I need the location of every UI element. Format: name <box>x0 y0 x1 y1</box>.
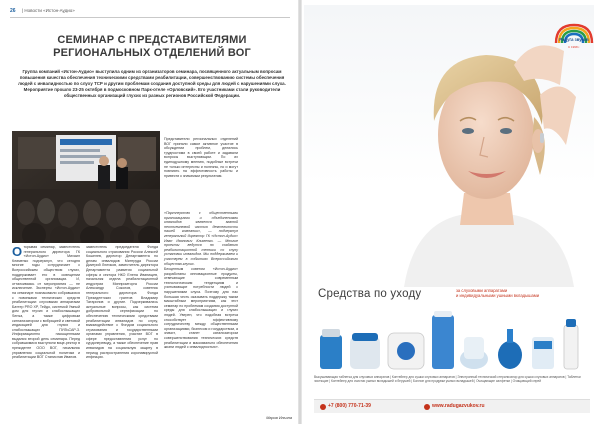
ad-subtitle-line-1: за слуховыми аппаратами <box>456 288 508 293</box>
article-column-1 <box>12 245 80 360</box>
ad-subtitle-line-2: и индивидуальными ушными вкладышами <box>456 293 540 299</box>
page-number: 26 <box>10 8 16 14</box>
product-electronic-dryer <box>388 333 424 369</box>
footer-phone[interactable]: +7 (800) 770-71-39 <box>328 403 371 409</box>
drop-cap: О <box>12 243 23 259</box>
article-quote: «Партнерство с общественными организациями и объединениями инвалидов является важной неотъемлемой частью деятельности нашей компании», — подчеркнул генеральный директор ГК «Истон-Аудио» Иван Иванович Клименко. — Многие проекты ведутся по созданию реабилитационной техники со слуху установки инвалидов. Мы поддерживаем и участвуем в событиях Всероссийского общества глухих. <box>164 211 238 266</box>
product-cleaning-wipes <box>532 337 554 369</box>
product-cleaning-tablets <box>432 311 454 369</box>
seminar-photo-illustration <box>12 131 160 243</box>
running-head: | Новости «Истон-Аудио» <box>22 8 75 13</box>
logo-subtext: С 1998 г. <box>567 45 581 49</box>
article-page <box>6 5 296 419</box>
seminar-photo <box>12 131 160 243</box>
care-products-row <box>314 307 590 377</box>
column-1-text: ткрывая семинар, заместитель генерального директора ГК «Истон-Аудио» Михаил Клименко подчеркнул, что сегодня многие годы сотрудничает с Всероссийским обществом глухих, поддерживает его в освещении общественной организации. И, отталкиваясь от мероприятия — не исключение. Эксперты «Истон-Аудио» на семинаре познакомили собравшихся с новинками технических средств реабилитации: слуховыми аппаратами Баттер PRO XP, Тейдо, системой Умный дом для глухих и слабослышащих Sensa, а также цифровым сигнализатором с вибрацией и световой индикацией для глухих и слабослышащих ПУЛЬСАР-3. Информационно насыщенными выдался второй день семинара. Перед собравшимися выступили вице-ректор в президенте ООО ВОГ, начальник управления социальной политики и реабилитации ВОГ Станислав Иванов. <box>12 245 80 360</box>
footer-website[interactable]: www.radugazvukov.ru <box>432 403 485 409</box>
ad-subtitle <box>456 288 588 299</box>
advertisement-page <box>304 5 594 419</box>
article-column-3b: Бесценным советом «Истон-Аудио» разработаны инновационные продукты, отвечающие современным технологическим тенденциям и учитывающие потребности людей с нарушениями слуха. Поэтому для нас большая честь оказывать поддержку таким масштабным мероприятиям, как этот семинар по проблемам создания доступной среды для слабослышащих и глухих людей. Уверен, что подобная встреча способствует эффективному сотрудничеству между общественными организациями, бизнесом и государством, а значит, станет катализатором совершенствования технических средств реабилитации и максимально обеспечения жизни людей с инвалидностью». <box>164 267 238 350</box>
article-column-2: заместитель председателя Фонда социального страхования России Алексей Кошелев, директор Департамента по делам инвалидов Минтруда России Дмитрий Лютиков, заместитель директора Департамента развития социальной сферы и сектора НКО Елена Иванищев, начальник отдела реабилитационной индустрии Минпромторга России Александр Соколов, советник генерального директора Фонда Президентских грантов Владимир Татаринов и другие. Подчеркивались актуальные вопросы, как система добровольной сертификации по обеспечению техническими средствами реабилитации инвалидов по слуху, взаимодействие с Фондом социального страхования и государственными органами управления, участие ВОГ в сфере предоставления услуг по сурдопереводу, а также обеспечение прав инвалидов на социальную защиту в период распространения коронавирусной инфекции. <box>86 245 158 360</box>
header-rule <box>10 17 290 18</box>
author-signature: Мария Ильина <box>266 416 292 420</box>
raduga-zvukov-logo <box>552 21 594 51</box>
logo-text: Радуга звуков <box>559 37 589 42</box>
article-column-3: Представители региональных отделений ВОГ приняли самое активное участие в обсуждении проблем, делились трудностями в своей работе и задавали вопросы выступающим. По их единодушному мнению, подобные встречи не только интересны и полезны, но и могут повлиять на эффективность работы и привести к значимым результатам. <box>164 137 238 178</box>
page-fold <box>298 0 302 424</box>
ad-title: Средства по уходу <box>318 288 422 300</box>
woman-portrait-illustration <box>364 25 594 287</box>
ad-footer <box>314 399 590 413</box>
product-cleaning-container <box>460 337 488 369</box>
product-drying-container <box>350 333 380 369</box>
product-drying-tablets <box>320 329 342 369</box>
article-lead: Группа компаний «Истон-Аудио» выступила одним из организаторов семинара, посвященного актуальным вопросам повышения качества обеспечения техническими средствами реабилитации, совершенствованию системы обеспечения людей с инвалидностью по слуху ТСР и другим проблемам создания доступной среды для людей с нарушениями слуха. Мероприятие прошло 23-25 октября в подмосковном Парк-отеле «Орловский». Его участниками стали руководители общественных организаций глухих из разных регионов Российской Федерации. <box>18 69 286 98</box>
product-air-blower <box>498 329 522 369</box>
product-captions: Высушивающая таблетка для слуховых аппаратов | Контейнер для сушки слуховых аппаратов | Электронный технический стерилизатор для сушки слуховых аппаратов | Таблетки чистящие | Контейнер для очистки ушных вкладышей и берушей | Баллон для продувки ушных вкладышей | Очищающие салфетки | Очищающий спрей <box>314 375 581 384</box>
globe-icon <box>424 404 430 410</box>
product-cleaning-spray <box>564 319 578 369</box>
phone-icon <box>320 404 326 410</box>
article-title: СЕМИНАР С ПРЕДСТАВИТЕЛЯМИ РЕГИОНАЛЬНЫХ ОТДЕЛЕНИЙ ВОГ <box>53 34 251 59</box>
